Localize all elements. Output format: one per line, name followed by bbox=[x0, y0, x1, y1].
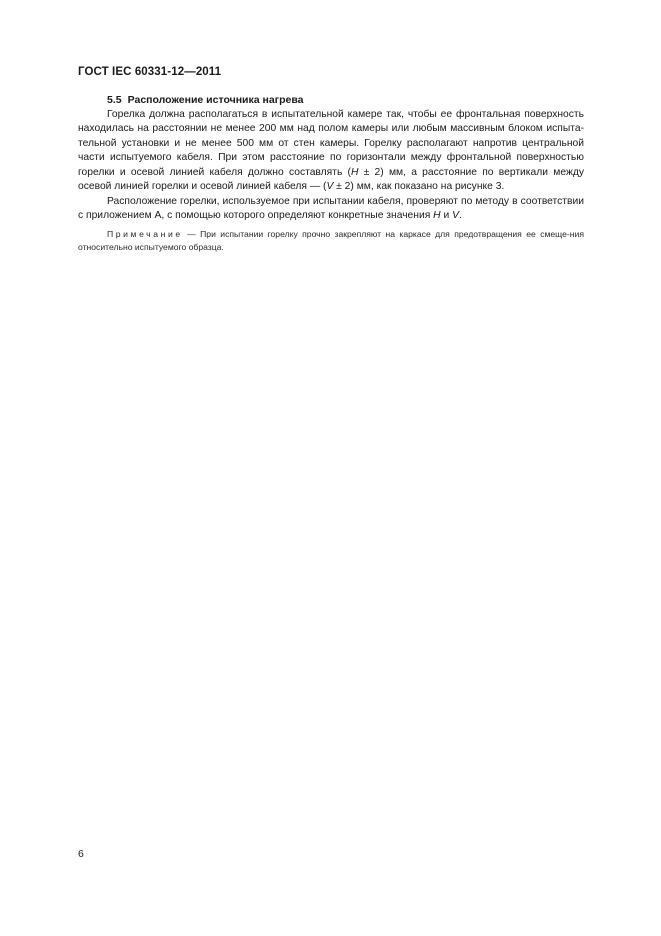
variable-v: V bbox=[326, 181, 334, 192]
paragraph-text-part: ± 2) мм, а расстояние по вертикали между осевой линией горелки и осевой линией кабеля — ( bbox=[78, 166, 584, 192]
page-number: 6 bbox=[78, 848, 84, 860]
variable-v: V bbox=[452, 210, 459, 221]
section-heading bbox=[78, 93, 584, 108]
paragraph-text-part: ± 2) мм, как показано на рисунке 3. bbox=[333, 181, 505, 192]
section-content bbox=[78, 93, 584, 254]
paragraph-text-part: Расположение горелки, используемое при испытании кабеля, проверяют по методу в соответствии с приложением А, с помощью которого определяют конкретные значения bbox=[78, 195, 584, 221]
paragraph-burner-position bbox=[78, 108, 584, 195]
section-title: Расположение источника нагрева bbox=[127, 94, 304, 106]
document-code-header: ГОСТ IEC 60331-12—2011 bbox=[78, 66, 222, 78]
variable-h: H bbox=[433, 210, 441, 221]
paragraph-text-part: . bbox=[458, 210, 462, 221]
note-text: — При испытании горелку прочно закрепляют на каркасе для предотвращения ее смеще-ния относительно испытуемого образца. bbox=[78, 228, 584, 252]
paragraph-text-part: и bbox=[440, 210, 453, 221]
variable-h: H bbox=[350, 166, 359, 178]
paragraph-verification bbox=[78, 195, 584, 224]
note-label: Примечание bbox=[107, 228, 183, 239]
note-paragraph bbox=[78, 228, 584, 254]
paragraph-text-part: Горелка должна располагаться в испытательной камере так, чтобы ее фронтальная поверхность находилась на расстоянии не менее 200 мм над полом камеры или любым массивным блоком испыта-тельной установки и не менее 500 мм от стен камеры. Горелку располагают напротив центральной части испытуемого кабеля. При этом расстояние по горизонтали между фронтальной поверхностью горелки и осевой линией кабеля должно составлять ( bbox=[78, 108, 584, 178]
section-number: 5.5 bbox=[107, 94, 122, 106]
